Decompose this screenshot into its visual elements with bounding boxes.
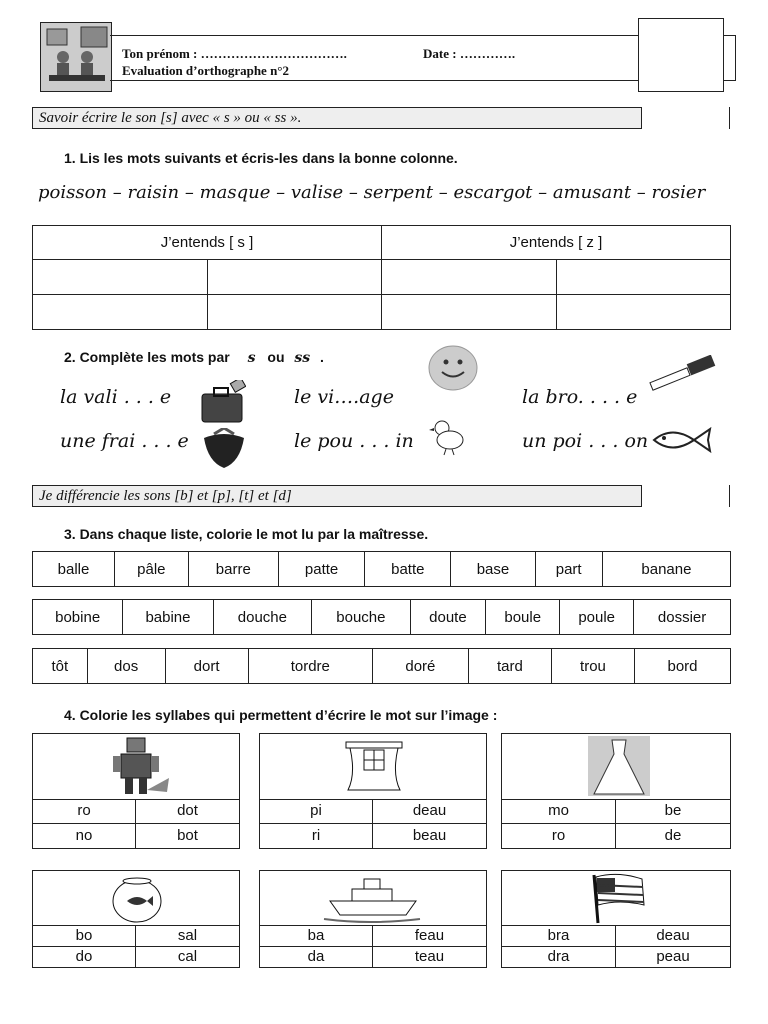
syllable-cell[interactable]: bo [33,926,136,946]
answer-cell[interactable] [556,260,731,295]
option-s: s [247,350,256,366]
answer-cell[interactable] [207,260,382,295]
word-cell[interactable]: pâle [115,552,189,587]
syllable-cell[interactable]: do [33,946,136,967]
title-dot: . [320,349,324,365]
answer-cell[interactable] [556,295,731,330]
word-cell[interactable]: barre [188,552,278,587]
word-list: poisson – raisin – masque – valise – serpent – escargot – amusant – rosier [38,182,706,203]
word-cell[interactable]: banane [602,552,730,587]
syllable-cell[interactable]: pi [260,799,373,823]
syllable-cell[interactable]: bot [136,823,239,848]
syllable-cell[interactable]: be [664,802,682,819]
classroom-icon [41,23,111,91]
header-illustration [40,22,112,92]
section-competence-2 [32,485,730,507]
chick-icon [428,416,468,456]
question-2-title: 2. Complète les mots par s ou ss . [64,349,324,366]
syllable-cell[interactable]: peau [616,946,730,967]
word-poussin: le pou . . . in [294,430,414,452]
section-competence-1 [32,107,730,129]
syllable-cell[interactable]: no [33,823,136,848]
syllable-card-boat [259,870,487,968]
syllable-cell[interactable]: sal [177,927,198,944]
syllable-cell[interactable]: beau [373,823,486,848]
word-row-3 [32,648,731,684]
robot-icon [33,734,239,798]
option-ss: ss [294,350,311,366]
syllable-cell[interactable]: cal [136,946,239,967]
word-cell[interactable]: dort [165,649,248,684]
question-1-title: 1. Lis les mots suivants et écris-les dans la bonne colonne. [64,150,458,166]
word-cell[interactable]: boule [486,600,560,635]
question-3-title: 3. Dans chaque liste, colorie le mot lu par la maîtresse. [64,526,429,542]
word-cell[interactable]: trou [551,649,634,684]
section-title: Savoir écrire le son [s] avec « s » ou « ss ». [39,110,302,126]
word-cell[interactable]: part [535,552,602,587]
answer-cell[interactable] [33,295,208,330]
prenom-line: Ton prénom : ……………………………. [122,46,347,61]
syllable-cell[interactable]: deau [656,927,690,944]
syllable-cell[interactable]: dra [502,946,616,967]
fishbowl-icon [33,871,239,925]
date-line: Date : …………. [423,46,516,61]
syllable-card-dress [501,733,731,849]
answer-cell[interactable] [382,260,557,295]
syllable-cell[interactable]: feau [414,927,445,944]
word-visage: le vi….age [294,386,394,408]
window-icon [260,734,486,798]
word-fraise: une frai . . . e [60,430,189,452]
word-row-1 [32,551,731,587]
word-cell[interactable]: balle [33,552,115,587]
syllable-cell[interactable]: ba [260,926,373,946]
header-z: J’entends [ z ] [382,226,731,260]
flag-icon [502,871,730,925]
page-title: Evaluation d’orthographe n°2 [122,63,290,78]
score-cell [641,107,729,129]
word-cell[interactable]: base [451,552,535,587]
strawberry-icon [200,428,248,470]
section-title: Je différencie les sons [b] et [p], [t] et [d] [39,488,292,504]
answer-cell[interactable] [33,260,208,295]
brush-icon [648,355,718,391]
syllable-cell[interactable]: dot [177,802,198,819]
syllable-cell[interactable]: deau [412,802,447,819]
syllable-cell[interactable]: bra [502,926,616,946]
word-cell[interactable]: doute [410,600,486,635]
syllable-card-window [259,733,487,849]
syllable-cell[interactable]: ro [502,823,616,848]
option-ou: ou [267,349,285,365]
suitcase-icon [200,380,246,424]
question-4-title: 4. Colorie les syllabes qui permettent d’écrire le mot sur l’image : [64,707,498,723]
answer-cell[interactable] [382,295,557,330]
header-s: J’entends [ s ] [33,226,382,260]
word-cell[interactable]: babine [123,600,213,635]
word-cell[interactable]: doré [372,649,468,684]
syllable-cell[interactable]: de [616,823,730,848]
answer-cell[interactable] [207,295,382,330]
sort-table [32,225,731,330]
syllable-card-fishbowl [32,870,240,968]
word-cell[interactable]: dossier [634,600,731,635]
dress-icon [502,734,730,798]
word-cell[interactable]: bobine [33,600,123,635]
word-cell[interactable]: bord [635,649,731,684]
syllable-cell[interactable]: da [260,946,373,967]
word-row-2 [32,599,731,635]
word-valise: la vali . . . e [60,386,172,408]
word-cell[interactable]: tôt [33,649,88,684]
syllable-card-robot [32,733,240,849]
word-cell[interactable]: tordre [248,649,372,684]
fish-icon [650,425,714,455]
syllable-cell[interactable]: mo [502,799,616,823]
word-brosse: la bro. . . . e [522,386,638,408]
score-cell [641,485,729,507]
word-cell[interactable]: batte [365,552,451,587]
syllable-cell[interactable]: teau [373,946,486,967]
syllable-cell[interactable]: ro [33,799,136,823]
word-cell[interactable]: dos [87,649,165,684]
syllable-card-flag [501,870,731,968]
boat-icon [260,871,486,925]
word-poisson: un poi . . . on [522,430,649,452]
word-cell[interactable]: douche [213,600,312,635]
word-cell[interactable]: poule [560,600,634,635]
syllable-cell[interactable]: ri [260,823,373,848]
smiley-face-icon [428,345,478,391]
word-cell[interactable]: bouche [312,600,411,635]
word-cell[interactable]: tard [468,649,551,684]
word-cell[interactable]: patte [279,552,365,587]
grade-box [638,18,724,92]
